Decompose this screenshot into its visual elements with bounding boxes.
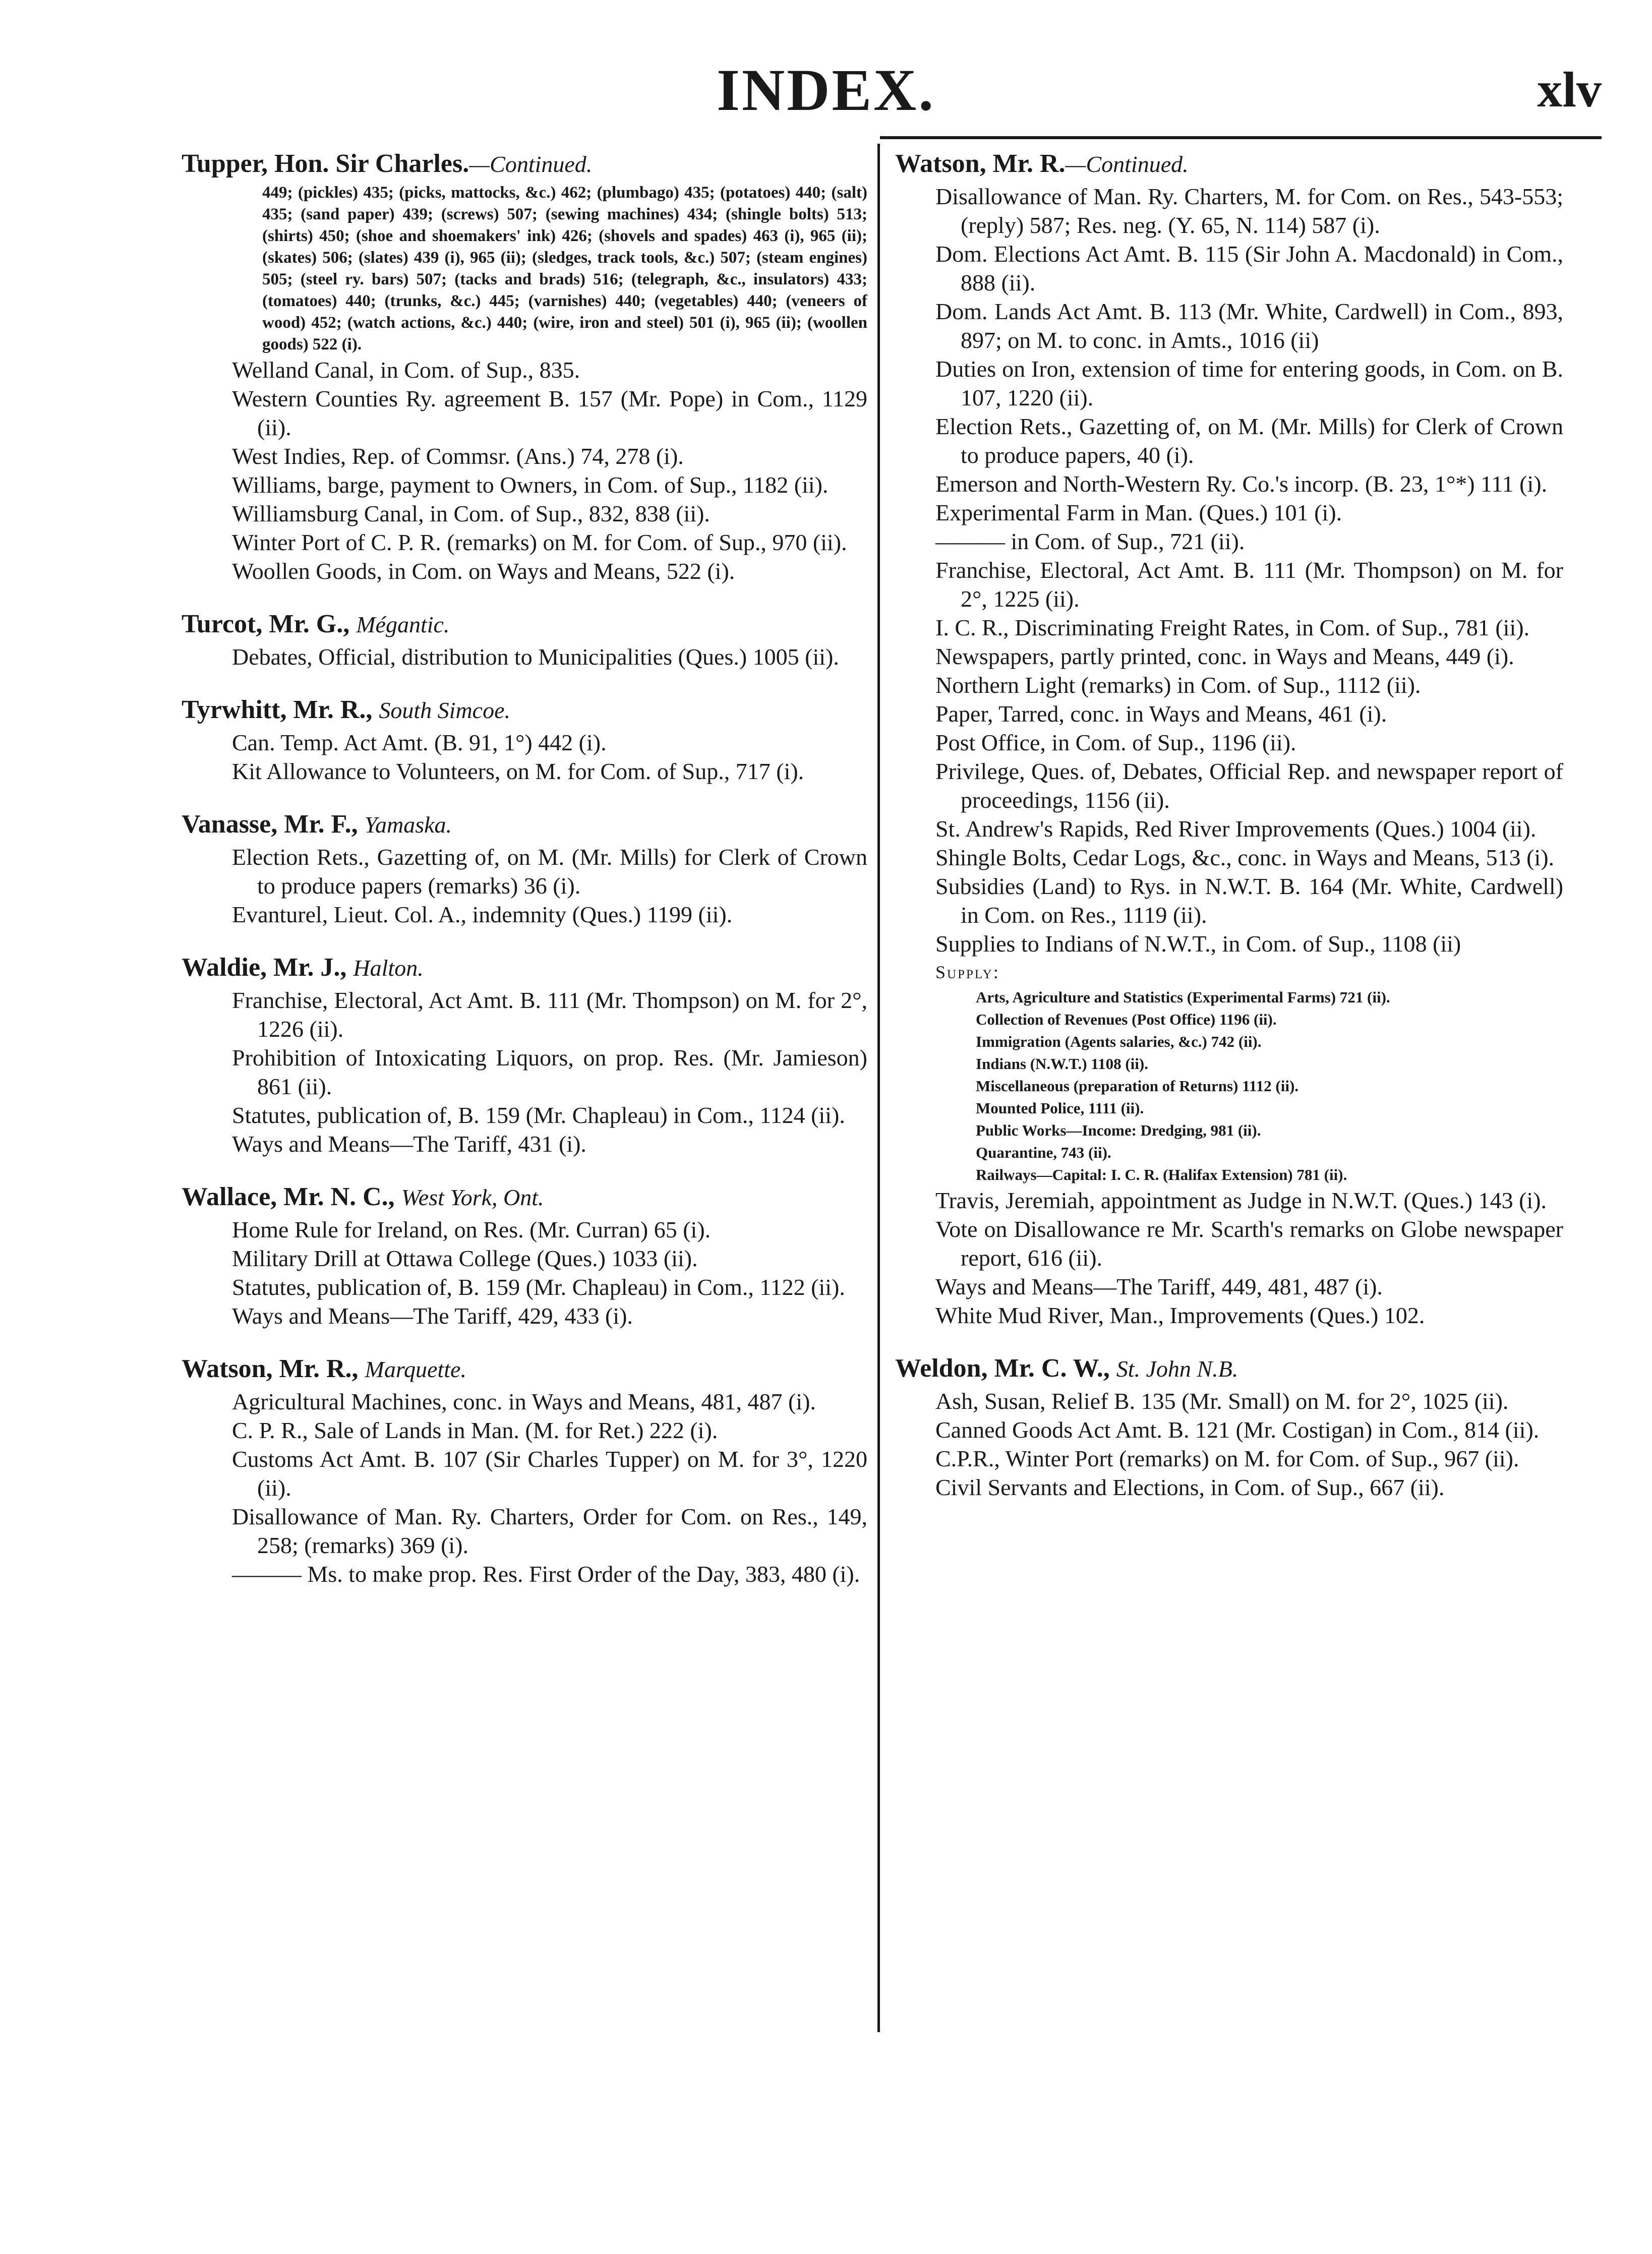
supply-item: Miscellaneous (preparation of Returns) 1112 (ii). <box>976 1077 1299 1095</box>
sub-entry: Statutes, publication of, B. 159 (Mr. Chapleau) in Com., 1124 (ii). <box>232 1102 845 1128</box>
sub-entry: Ways and Means—The Tariff, 429, 433 (i). <box>232 1303 633 1329</box>
sub-entry: Winter Port of C. P. R. (remarks) on M. for Com. of Sup., 970 (ii). <box>232 529 847 555</box>
header-rule <box>880 136 1602 139</box>
sub-entry: Paper, Tarred, conc. in Ways and Means, 461 (i). <box>935 701 1387 727</box>
sub-entry: Kit Allowance to Volunteers, on M. for Com. of Sup., 717 (i). <box>232 758 804 784</box>
index-entry-waldie <box>182 950 867 1158</box>
sub-entry: C. P. R., Sale of Lands in Man. (M. for Ret.) 222 (i). <box>232 1417 718 1443</box>
sub-entry: Military Drill at Ottawa College (Ques.) 1033 (ii). <box>232 1245 698 1271</box>
entry-name: Watson, Mr. R., <box>182 1354 359 1383</box>
sub-entry: ——— Ms. to make prop. Res. First Order of the Day, 383, 480 (i). <box>232 1561 860 1587</box>
index-entry-watson <box>182 1351 867 1588</box>
sub-entry: Western Counties Ry. agreement B. 157 (Mr. Pope) in Com., 1129 (ii). <box>232 386 867 440</box>
sub-entries <box>182 642 867 671</box>
index-entry-wallace <box>182 1179 867 1330</box>
sub-entry: Newspapers, partly printed, conc. in Ways and Means, 449 (i). <box>935 643 1514 669</box>
supply-item: Public Works—Income: Dredging, 981 (ii). <box>976 1121 1261 1139</box>
entry-heading <box>182 950 867 986</box>
sub-entry: Post Office, in Com. of Sup., 1196 (ii). <box>935 730 1296 755</box>
sub-entry: Shingle Bolts, Cedar Logs, &c., conc. in Ways and Means, 513 (i). <box>935 845 1555 870</box>
sub-entry: Ways and Means—The Tariff, 449, 481, 487 (i). <box>935 1274 1383 1299</box>
entry-heading <box>182 692 867 728</box>
entry-name: Tupper, Hon. Sir Charles. <box>182 149 469 178</box>
supply-item: Indians (N.W.T.) 1108 (ii). <box>976 1055 1148 1073</box>
entry-heading <box>895 1351 1563 1387</box>
entry-heading <box>182 807 867 843</box>
sub-entry: Prohibition of Intoxicating Liquors, on prop. Res. (Mr. Jamieson) 861 (ii). <box>232 1045 867 1099</box>
sub-entries <box>895 182 1563 958</box>
entry-heading <box>182 146 867 182</box>
entry-constituency: Marquette. <box>365 1356 466 1382</box>
entry-heading <box>182 607 867 642</box>
index-entry-vanasse <box>182 807 867 929</box>
sub-entry: Dom. Lands Act Amt. B. 113 (Mr. White, Cardwell) in Com., 893, 897; on M. to conc. in Amts., 1016 (ii) <box>935 299 1563 353</box>
supply-item: Immigration (Agents salaries, &c.) 742 (ii). <box>976 1033 1262 1050</box>
supply-item: Mounted Police, 1111 (ii). <box>976 1099 1144 1117</box>
supply-item: Railways—Capital: I. C. R. (Halifax Extension) 781 (ii). <box>976 1166 1347 1183</box>
continued-label: —Continued. <box>469 151 593 177</box>
sub-entry: Franchise, Electoral, Act Amt. B. 111 (Mr. Thompson) on M. for 2°, 1226 (ii). <box>232 987 867 1042</box>
sub-entry: Privilege, Ques. of, Debates, Official Rep. and newspaper report of proceedings, 1156 (ii). <box>935 758 1563 813</box>
supply-item: Collection of Revenues (Post Office) 1196 (ii). <box>976 1011 1277 1028</box>
sub-entry: Dom. Elections Act Amt. B. 115 (Sir John A. Macdonald) in Com., 888 (ii). <box>935 241 1563 295</box>
sub-entry: ——— in Com. of Sup., 721 (ii). <box>935 528 1245 554</box>
entry-name: Turcot, Mr. G., <box>182 610 350 638</box>
continued-label: —Continued. <box>1065 151 1189 177</box>
sub-entries <box>182 1387 867 1588</box>
page-header <box>0 0 1652 141</box>
sub-entry: Northern Light (remarks) in Com. of Sup., 1112 (ii). <box>935 672 1421 698</box>
entry-constituency: West York, Ont. <box>401 1184 544 1210</box>
sub-entry: Williams, barge, payment to Owners, in Com. of Sup., 1182 (ii). <box>232 472 829 498</box>
supply-item: Arts, Agriculture and Statistics (Experimental Farms) 721 (ii). <box>976 988 1390 1006</box>
sub-entry: Emerson and North-Western Ry. Co.'s incorp. (B. 23, 1°*) 111 (i). <box>935 471 1548 497</box>
sub-entries <box>182 843 867 929</box>
sub-entry: Agricultural Machines, conc. in Ways and Means, 481, 487 (i). <box>232 1389 816 1414</box>
sub-entry: Evanturel, Lieut. Col. A., indemnity (Ques.) 1199 (ii). <box>232 902 733 927</box>
entry-name: Tyrwhitt, Mr. R., <box>182 695 373 724</box>
sub-entries <box>182 355 867 585</box>
entry-name: Vanasse, Mr. F., <box>182 810 358 839</box>
entry-constituency: Yamaska. <box>364 812 452 838</box>
sub-entries <box>182 728 867 786</box>
sub-entry: Welland Canal, in Com. of Sup., 835. <box>232 357 580 383</box>
sub-entry: Election Rets., Gazetting of, on M. (Mr. Mills) for Clerk of Crown to produce papers (remarks) 36 (i). <box>232 844 867 899</box>
right-column <box>895 146 1563 1502</box>
entry-heading <box>182 1179 867 1215</box>
sub-entry: Debates, Official, distribution to Municipalities (Ques.) 1005 (ii). <box>232 644 839 670</box>
sub-entry: Ash, Susan, Relief B. 135 (Mr. Small) on M. for 2°, 1025 (ii). <box>935 1388 1509 1414</box>
sub-entry: Duties on Iron, extension of time for entering goods, in Com. on B. 107, 1220 (ii). <box>935 356 1563 410</box>
entry-constituency: South Simcoe. <box>379 697 511 723</box>
sub-entries <box>895 1387 1563 1502</box>
supply-item: Quarantine, 743 (ii). <box>976 1144 1111 1161</box>
sub-entry: Election Rets., Gazetting of, on M. (Mr. Mills) for Clerk of Crown to produce papers, 40 (i). <box>935 413 1563 468</box>
sub-entry: Home Rule for Ireland, on Res. (Mr. Curran) 65 (i). <box>232 1217 711 1242</box>
page-number: xlv <box>1537 62 1602 117</box>
sub-entry: Vote on Disallowance re Mr. Scarth's remarks on Globe newspaper report, 616 (ii). <box>935 1216 1563 1271</box>
left-column <box>182 146 867 1588</box>
sub-entry: Civil Servants and Elections, in Com. of Sup., 667 (ii). <box>935 1474 1445 1500</box>
index-entry-weldon <box>895 1351 1563 1502</box>
entry-heading <box>182 1351 867 1387</box>
sub-entry: Canned Goods Act Amt. B. 121 (Mr. Costigan) in Com., 814 (ii). <box>935 1417 1540 1443</box>
sub-entry: Disallowance of Man. Ry. Charters, M. for Com. on Res., 543-553; (reply) 587; Res. neg. (Y. 65, N. 114) 587 (i). <box>935 184 1563 238</box>
sub-entry: Ways and Means—The Tariff, 431 (i). <box>232 1131 586 1157</box>
entry-constituency: Halton. <box>353 955 424 981</box>
sub-entry: Franchise, Electoral, Act Amt. B. 111 (Mr. Thompson) on M. for 2°, 1225 (ii). <box>935 557 1563 612</box>
entry-name: Watson, Mr. R. <box>895 149 1066 178</box>
sub-entry: Supplies to Indians of N.W.T., in Com. of Sup., 1108 (ii) <box>935 931 1461 957</box>
sub-entry: Experimental Farm in Man. (Ques.) 101 (i). <box>935 500 1342 525</box>
sub-entry: C.P.R., Winter Port (remarks) on M. for Com. of Sup., 967 (ii). <box>935 1446 1519 1471</box>
sub-entries <box>182 1215 867 1330</box>
sub-entry: I. C. R., Discriminating Freight Rates, in Com. of Sup., 781 (ii). <box>935 615 1530 640</box>
entry-constituency: St. John N.B. <box>1116 1356 1238 1382</box>
sub-entry: White Mud River, Man., Improvements (Ques.) 102. <box>935 1302 1425 1328</box>
supply-heading: Supply: <box>935 962 1000 982</box>
sub-entry: West Indies, Rep. of Commsr. (Ans.) 74, 278 (i). <box>232 443 684 469</box>
sub-entry: St. Andrew's Rapids, Red River Improvements (Ques.) 1004 (ii). <box>935 816 1537 842</box>
entry-name: Wallace, Mr. N. C., <box>182 1182 395 1211</box>
sub-entry: Williamsburg Canal, in Com. of Sup., 832, 838 (ii). <box>232 501 710 526</box>
index-entry-watson-continued <box>895 146 1563 1330</box>
entry-heading <box>895 146 1563 182</box>
sub-entry: Statutes, publication of, B. 159 (Mr. Chapleau) in Com., 1122 (ii). <box>232 1274 845 1300</box>
sub-entry: Woollen Goods, in Com. on Ways and Means, 522 (i). <box>232 558 735 584</box>
sub-entry: Subsidies (Land) to Rys. in N.W.T. B. 164 (Mr. White, Cardwell) in Com. on Res., 1119 (ii). <box>935 873 1563 928</box>
sub-entry: Can. Temp. Act Amt. (B. 91, 1°) 442 (i). <box>232 730 607 755</box>
sub-entry: Travis, Jeremiah, appointment as Judge in N.W.T. (Ques.) 143 (i). <box>935 1188 1547 1213</box>
entry-name: Waldie, Mr. J., <box>182 953 347 982</box>
sub-entry: Disallowance of Man. Ry. Charters, Order for Com. on Res., 149, 258; (remarks) 369 (i). <box>232 1504 867 1558</box>
sub-entries <box>182 986 867 1158</box>
index-entry-tyrwhitt <box>182 692 867 786</box>
entry-name: Weldon, Mr. C. W., <box>895 1354 1110 1383</box>
page-title: INDEX. <box>717 57 935 123</box>
sub-entries <box>895 1186 1563 1330</box>
index-entry-tupper <box>182 146 867 585</box>
column-divider <box>877 144 880 2032</box>
entry-constituency: Mégantic. <box>356 612 450 637</box>
tariff-items: 449; (pickles) 435; (picks, mattocks, &c.) 462; (plumbago) 435; (potatoes) 440; (salt) 435; (sand paper) 439; (screws) 507; (sewing machines) 434; (shingle bolts) 513; (shirts) 450; (shoe and shoemakers' ink) 426; (shovels and spades) 463 (i), 965 (ii); (skates) 506; (slates) 439 (i), 965 (ii); (sledges, track tools, &c.) 507; (steam engines) 505; (steel ry. bars) 507; (tacks and brads) 516; (telegraph, &c., insulators) 433; (tomatoes) 440; (trunks, &c.) 445; (varnishes) 440; (vegetables) 440; (veneers of wood) 452; (watch actions, &c.) 440; (wire, iron and steel) 501 (i), 965 (ii); (woollen goods) 522 (i). <box>262 184 867 353</box>
supply-items <box>895 986 1563 1186</box>
sub-entry: Customs Act Amt. B. 107 (Sir Charles Tupper) on M. for 3°, 1220 (ii). <box>232 1446 867 1501</box>
index-entry-turcot <box>182 607 867 671</box>
